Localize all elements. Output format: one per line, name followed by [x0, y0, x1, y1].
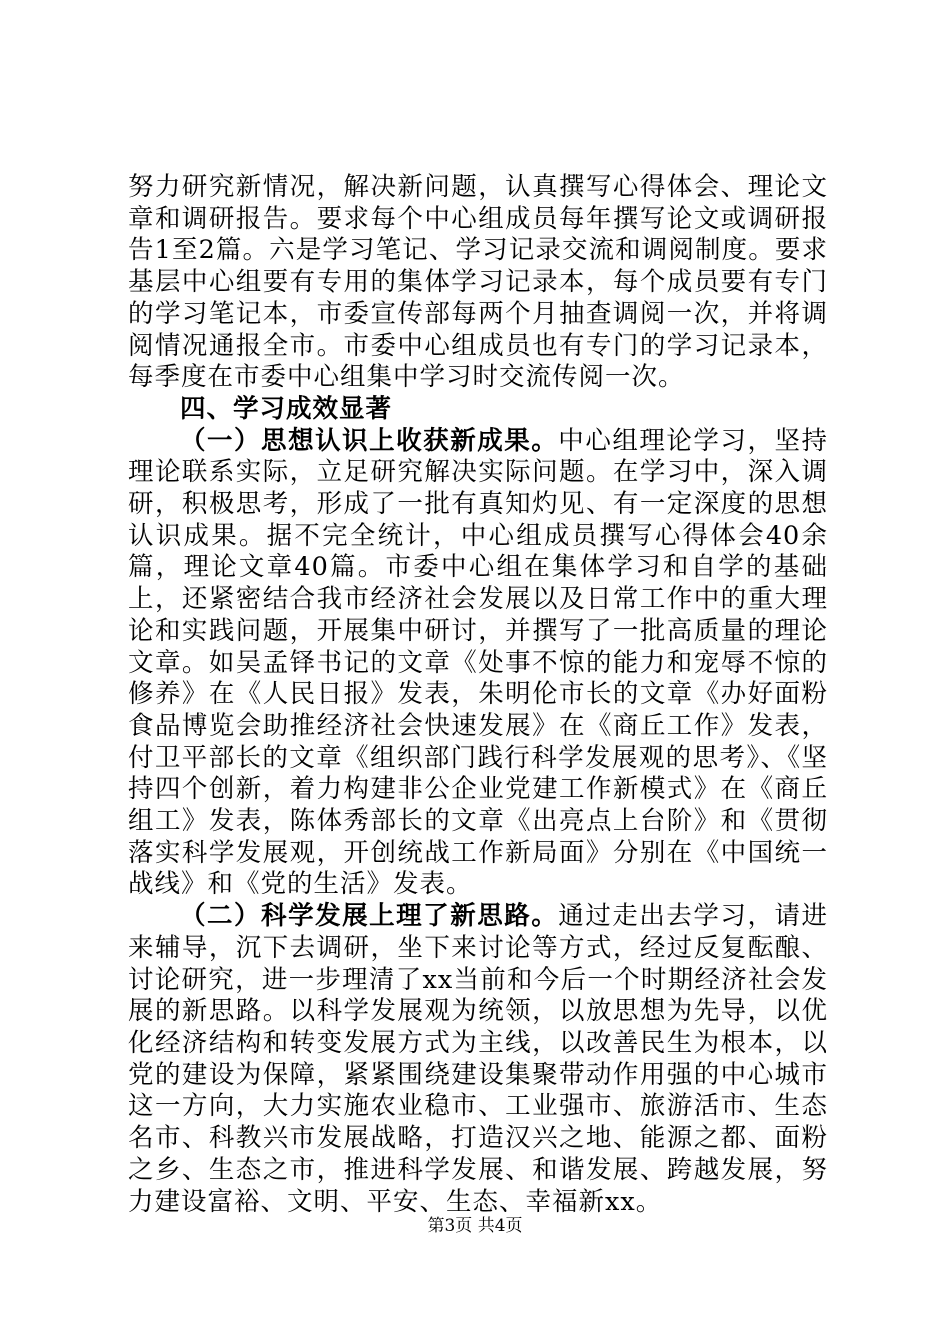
page-number-footer: 第3页 共4页 [427, 1216, 523, 1236]
subsection-development-lead: （二）科学发展上理了新思路。 [180, 901, 559, 932]
document-body [128, 172, 828, 1218]
subsection-thinking-results [128, 426, 828, 902]
subsection-thinking-body: 中心组理论学习，坚持理论联系实际，立足研究解决实际问题。在学习中，深入调研，积极思考，形成了一批有真知灼见、有一定深度的思想认识成果。据不完全统计，中心组成员撰写心得体会40余篇，理论文章40篇。市委中心组在集体学习和自学的基础上，还紧密结合我市经济社会发展以及日常工作中的重大理论和实践问题，开展集中研讨，并撰写了一批高质量的理论文章。如吴孟铎书记的文章《处事不惊的能力和宠辱不惊的修养》在《人民日报》发表，朱明伦市长的文章《办好面粉食品博览会助推经济社会快速发展》在《商丘工作》发表，付卫平部长的文章《组织部门践行科学发展观的思考》、《坚持四个创新，着力构建非公企业党建工作新模式》在《商丘组工》发表，陈体秀部长的文章《出亮点上台阶》和《贯彻落实科学发展观，开创统战工作新局面》分别在《中国统一战线》和《党的生活》发表。 [128, 425, 828, 900]
subsection-development-body: 通过走出去学习，请进来辅导，沉下去调研，坐下来讨论等方式，经过反复酝酿、讨论研究，进一步理清了xx当前和今后一个时期经济社会发展的新思路。以科学发展观为统领，以放思想为先导，以优化经济结构和转变发展方式为主线，以改善民生为根本，以党的建设为保障，紧紧围绕建设集聚带动作用强的中心城市这一方向，大力实施农业稳市、工业强市、旅游活市、生态名市、科教兴市发展战略，打造汉兴之地、能源之都、面粉之乡、生态之市，推进科学发展、和谐发展、跨越发展，努力建设富裕、文明、平安、生态、幸福新xx。 [128, 901, 828, 1217]
section-heading: 四、学习成效显著 [180, 393, 393, 424]
subsection-development-ideas [128, 901, 828, 1218]
paragraph-study-system: 努力研究新情况，解决新问题，认真撰写心得体会、理论文章和调研报告。要求每个中心组成员每年撰写论文或调研报告1至2篇。六是学习笔记、学习记录交流和调阅制度。要求基层中心组要有专用的集体学习记录本，每个成员要有专门的学习笔记本，市委宣传部每两个月抽查调阅一次，并将调阅情况通报全市。市委中心组成员也有专门的学习记录本，每季度在市委中心组集中学习时交流传阅一次。 [128, 172, 828, 393]
subsection-thinking-lead: （一）思想认识上收获新成果。 [180, 425, 559, 456]
